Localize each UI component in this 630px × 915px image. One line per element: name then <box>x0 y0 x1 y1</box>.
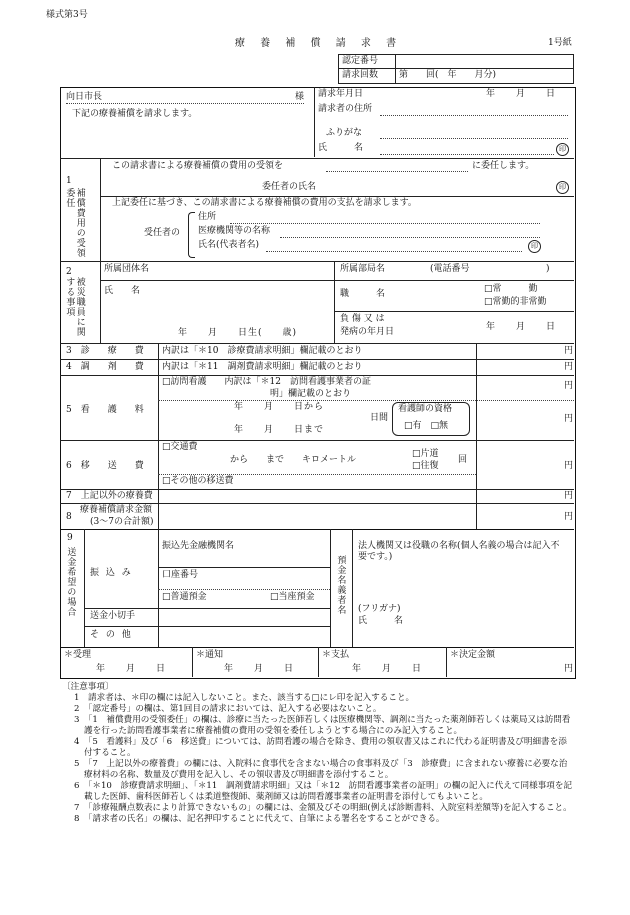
note-item: 7 「診療報酬点数表により計算できないもの」の欄には、金額及びその明細(例えば診断書料、入院室料差額等)を記入すること。 <box>74 803 572 813</box>
account-number-label: 口座番号 <box>162 570 199 580</box>
section9-label-cell <box>60 529 85 647</box>
irregular-checkbox[interactable]: □常勤的非常勤 <box>484 297 547 307</box>
claimant-address-label: 請求者の住所 <box>318 104 373 114</box>
birth-date-field[interactable]: 年 月 日生( 歳) <box>178 328 298 338</box>
injury-label: 負 傷 又 は <box>340 314 385 324</box>
row3-text: 内訳は「＊10 診療費請求明細」欄記載のとおり <box>162 346 363 356</box>
request-text: 下記の療養補償を請求します。 <box>72 109 198 119</box>
delegate-field[interactable] <box>326 170 468 172</box>
recipient-institution-label: 医療機関等の名称 <box>198 226 271 236</box>
corp-note: 法人機関又は役職の名称(個人名義の場合は記入不要です。) <box>358 541 560 563</box>
section2-label-cell <box>60 261 101 343</box>
cert-table <box>338 54 574 84</box>
note-item: 2 「認定番号」の欄は、第1回目の請求においては、記入する必要はないこと。 <box>74 704 382 714</box>
decided-amount-label: ＊決定金額 <box>450 650 496 660</box>
cert-no-label: 認定番号 <box>339 55 396 69</box>
row3-label: 3 診 療 費 <box>66 346 144 356</box>
row5-from-date[interactable]: 年 月 日から <box>234 402 325 412</box>
claim-date-field[interactable]: 年 月 日 <box>486 89 557 99</box>
row6-other-checkbox[interactable]: □その他の移送費 <box>162 476 234 486</box>
section2-number: 2 <box>66 267 72 277</box>
section1-number: 1 <box>66 176 72 186</box>
cert-no-field[interactable] <box>396 55 574 69</box>
claim-count-field[interactable]: 第 回( 年 月分) <box>396 69 574 83</box>
dept-name-label: 所属部局名 <box>340 264 386 274</box>
payment-request-text: 上記委任に基づき、この請求書による療養補償の費用の支払を請求します。 <box>112 198 417 208</box>
current-deposit-checkbox[interactable]: □当座預金 <box>270 592 315 602</box>
note-item: 8 「請求者の氏名」の欄は、記名押印することに代えて、自筆による署名をすることができる。 <box>74 814 445 824</box>
notice-label: ＊通知 <box>196 650 224 660</box>
note-item: 4 「5 看護料」及び「6 移送費」については、訪問看護の場合を除き、費用の領収書又はこれに代わる証明書及び明細書を添付すること。 <box>74 737 567 758</box>
row4-text: 内訳は「＊11 調剤費請求明細」欄記載のとおり <box>162 362 363 372</box>
row6-transport-checkbox[interactable]: □交通費 <box>162 442 198 452</box>
note-item: 5 「7 上記以外の療養費」の欄には、入院料に食事代を含まない場合の食事料及び「3 診療費」に含まれない療養に必要な治療材料の名称、数量及び費用を記入し、その領収書及び明細書を添付すること。 <box>74 759 568 780</box>
row5-home-nursing[interactable]: □訪問看護 内訳は「＊12 訪問看護事業者の証 <box>162 377 371 387</box>
mayor-name: 向日市長 <box>66 92 103 102</box>
note-item: 6 「＊10 診療費請求明細」、「＊11 調剤費請求明細」又は「＊12 訪問看護事業者の証明」の欄の記入に代えて同様事項を記載した医師、歯科医師若しくは柔道整復師、薬剤師又は訪問看護事業者の証明書を添付してもよいこと。 <box>74 781 573 802</box>
addressee-block <box>60 87 315 157</box>
form-number: 様式第3号 <box>46 10 88 20</box>
recipient-institution-field[interactable] <box>280 236 540 238</box>
section1-label-cell <box>60 158 101 261</box>
notes-section <box>62 682 574 825</box>
employee-name-label: 氏 名 <box>104 286 141 296</box>
org-name-label: 所属団体名 <box>104 264 150 274</box>
payment-date: 年 月 日 <box>352 664 423 674</box>
notes-heading: 〔注意事項〕 <box>62 682 114 692</box>
delegation-text-b: に委任します。 <box>472 161 535 171</box>
recipient-address-label: 住所 <box>198 212 217 222</box>
received-date: 年 月 日 <box>96 664 167 674</box>
notice-date: 年 月 日 <box>224 664 295 674</box>
other-label: そ の 他 <box>90 630 133 640</box>
row5-nurse-qualification: 看護師の資格 <box>398 404 453 414</box>
row6-label: 6 移 送 費 <box>66 461 144 471</box>
claimant-name-label: 氏 名 <box>318 143 364 153</box>
recipient-rep-label: 氏名(代表者名) <box>198 240 260 250</box>
row5-qualification-options[interactable]: □有 □無 <box>404 421 449 431</box>
check-label: 送金小切手 <box>90 611 136 621</box>
page-label: 1号紙 <box>548 38 572 48</box>
delegation-text-a: この請求書による療養補償の費用の受領を <box>112 161 284 171</box>
received-label: ＊受理 <box>64 650 92 660</box>
transfer-label: 振 込 み <box>90 568 133 578</box>
honorific: 様 <box>294 92 304 102</box>
recipient-rep-field[interactable] <box>266 250 522 252</box>
injury-date-field[interactable]: 年 月 日 <box>486 322 557 332</box>
section1-label: 補償費用の受領委任 <box>64 188 85 258</box>
claim-date-label: 請求年月日 <box>318 89 364 99</box>
row5-days: 日間 <box>370 413 389 423</box>
claimant-seal: 印 <box>556 143 569 156</box>
row7-label: 7 上記以外の療養費 <box>66 491 153 501</box>
note-item: 1 請求者は、＊印の欄には記入しないこと。また、該当する□にレ印を記入すること。 <box>74 693 415 703</box>
claim-count-label: 請求回数 <box>339 69 396 83</box>
note-item: 3 「1 補償費用の受領委任」の欄は、診療に当たった医師若しくは医療機関等、調剤に当たった薬剤師若しくは薬局又は訪問看護を行った訪問看護事業者に療養補償の費用の受領を委任しようとする場合にのみ記入すること。 <box>74 715 571 736</box>
section2-label: 被災職員に関する事項 <box>64 277 85 337</box>
payment-label: ＊支払 <box>322 650 350 660</box>
section9-label: 送金希望の場合 <box>65 547 76 617</box>
row4-label: 4 調 剤 費 <box>66 362 144 372</box>
recipient-seal: 印 <box>528 240 541 253</box>
job-title-label: 職 名 <box>340 289 386 299</box>
row8-label: 療養補償請求金額 <box>80 505 153 515</box>
furigana-holder: (フリガナ) <box>358 604 401 614</box>
claim-form-page: 様式第3号 療 養 補 償 請 求 書 1号紙 認定番号 請求回数 第 回( 年 月分) 向日市長 様 下記の療養補償を請求します。 請求年月日 年 月 日 請求者の住所 ふりがな 氏 名 印 1 補償費用の受領委任 この請求書による療養補償の費用の受領を に委任します。 委任者の氏名 印 上記委任に基づき、この請求書による療養補償の費用の支払を請求します。 受任者の 住所 医療機関等の名称 氏名(代表者名) 印 2 被災職員に関する事項 所属団体名 所属部局名 (電話番号 ) 氏 名 職 名 □常 勤 □常勤的非常勤 年 月 日生( 歳) 負 傷 又 は 発病の年月日 年 月 日 3 診 療 費 内訳は「＊10 診療費請求明細」欄記載のとおり 円 4 調 剤 費 内訳は「＊11 調剤費請求明細」欄記載のとおり 円 5 看 護 料 □訪問看護 内訳は「＊12 訪問看護事業者の証 明」欄記載のとおり 円 年 月 日から 年 月 日まで 日間 看護師の資格 □有 □無 円 6 移 送 費 □交通費 から まで キロメートル □片道 □往復 回 □その他の移送費 円 7 上記以外の療養費 円 8 療養補償請求金額 (3〜7の合計額) 円 9 送金希望の場合 振 込 み 振込先金融機関名 口座番号 □普通預金 □当座預金 預金名義者名 法人機関又は役職の名称(個人名義の場合は記入不要です。) (フリガナ) 氏 名 送金小切手 そ の 他 ＊受理 年 月 日 ＊通知 年 月 日 ＊支払 年 月 日 ＊決定金額 円 〔注意事項〕 1 請求者は、＊印の欄には記入しないこと。また、該当する□にレ印を記入すること。 2 「認定番号」の欄は、第1回目の請求においては、記入する必要はないこと。 3 「1 補償費用の受領委任」の欄は、診療に当たった医師若しくは医療機関等、調剤に当たった薬剤師若しくは薬局又は訪問看護を行った訪問看護事業者に療養補償の費用の受領を委任しようとする場合にのみ記入すること。 4 「5 看護料」及び「6 移送費」については、訪問看護の場合を除き、費用の領収書又はこれに代わる証明書及び明細書を添付すること。 5 「7 上記以外の療養費」の欄には、入院料に食事代を含まない場合の食事料及び「3 診療費」に含まれない療養に必要な治療材料の名称、数量及び費用を記入し、その領収書及び明細書を添付すること。 6 「＊10 診療費請求明細」、「＊11 調剤費請求明細」又は「＊12 訪問看護事業者の証明」の欄の記入に代えて同様事項を記載した医師、歯科医師若しくは柔道整復師、薬剤師又は訪問看護事業者の証明書を添付してもよいこと。 7 「診療報酬点数表により計算できないもの」の欄には、金額及びその明細(例えば診断書料、入院室料差額等)を記入すること。 8 「請求者の氏名」の欄は、記名押印することに代えて、自筆による署名をすることができる。 <box>0 0 630 915</box>
recipient-label: 受任者の <box>144 228 181 238</box>
row5-label: 5 看 護 料 <box>66 405 144 415</box>
phone-label: (電話番号 <box>430 264 470 274</box>
holder-name-label: 氏 名 <box>358 616 404 626</box>
delegator-seal: 印 <box>556 181 569 194</box>
form-title: 療 養 補 償 請 求 書 <box>235 38 403 49</box>
regular-checkbox[interactable]: □常 勤 <box>484 284 538 294</box>
section9-number: 9 <box>67 533 73 543</box>
delegator-name-label: 委任者の氏名 <box>262 182 317 192</box>
claimant-name-field[interactable] <box>380 153 554 155</box>
row6-roundtrip[interactable]: □往復 <box>412 461 439 471</box>
bank-name-label: 振込先金融機関名 <box>162 541 235 551</box>
row6-oneway[interactable]: □片道 <box>412 449 439 459</box>
claimant-address-field[interactable] <box>380 114 568 116</box>
recipient-address-field[interactable] <box>230 222 540 224</box>
furigana-label: ふりがな <box>326 128 363 138</box>
row5-to-date[interactable]: 年 月 日まで <box>234 425 325 435</box>
ordinary-deposit-checkbox[interactable]: □普通預金 <box>162 592 207 602</box>
onset-label: 発病の年月日 <box>340 327 395 337</box>
account-holder-label: 預金名義者名 <box>335 555 346 615</box>
row8-number: 8 <box>66 512 72 522</box>
row8-total-yen: 円 <box>564 512 574 522</box>
